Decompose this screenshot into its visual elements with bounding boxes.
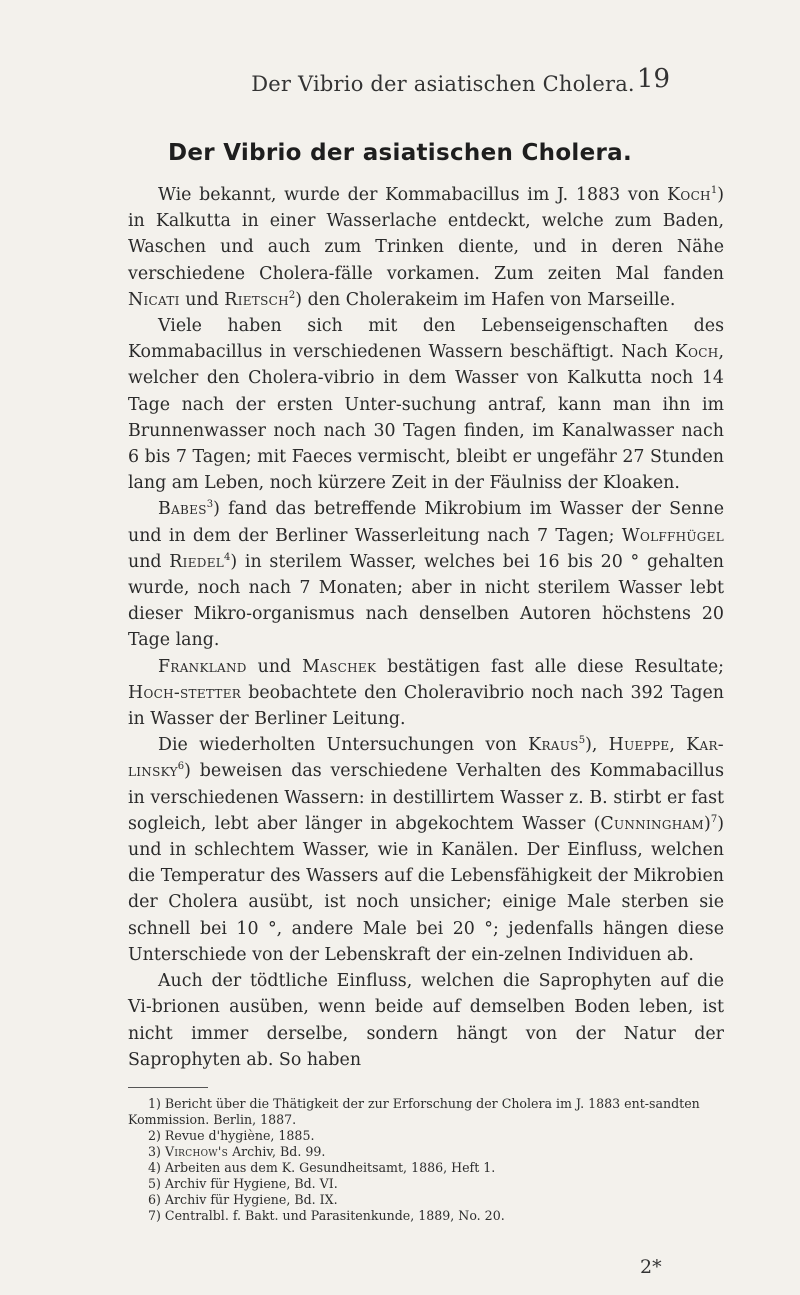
running-head	[0, 64, 800, 112]
body-text	[128, 182, 724, 1073]
author-kraus: Kraus	[528, 735, 579, 756]
footnote-ref: 7	[710, 814, 718, 826]
paragraph-4: Frankland und Maschek bestätigen fast alle diese Resultate; Hoch-stetter beobachtete den Choleravibrio noch nach 392 Tagen in Wasser der Berliner Leitung.	[128, 656, 724, 730]
footnote-1: 1) Bericht über die Thätigkeit der zur Erforschung der Cholera im J. 1883 ent-sandten Kommission. Berlin, 1887.	[128, 1096, 700, 1127]
paragraph-3: Babes$^3$) fand das betreffende Mikrobium im Wasser der Senne und in dem der Berliner Wasserleitung nach 7 Tagen; Wolffhügel und Riedel$^4$) in sterilem Wasser, welches bei 16 bis 20 ° gehalten wurde, noch nach 7 Monaten; aber in nicht sterilem Wasser lebt dieser Mikro-organismus nach denselben Autoren höchstens 20 Tage lang.	[128, 499, 725, 651]
paragraph-5: Die wiederholten Untersuchungen von Kraus$^5$), Hueppe, Kar-linsky$^6$) beweisen das verschiedene Verhalten des Kommabacillus in verschiedenen Wassern: in destillirtem Wasser z. B. stirbt er fast sogleich, lebt aber länger in abgekochtem Wasser (Cunningham)$^7$) und in schlechtem Wasser, wie in Kanälen. Der Einfluss, welchen die Temperatur des Wassers auf die Lebensfähigkeit der Mikrobien der Cholera ausübt, ist noch unsicher; einige Male sterben sie schnell bei 10 °, andere Male bei 20 °; jedenfalls hängen diese Unterschiede von der Lebenskraft der ein-zelnen Individuen ab.	[128, 735, 724, 965]
footnote-3: 3) Virchow's Archiv, Bd. 99.	[148, 1144, 326, 1159]
footnote-rule	[128, 1087, 208, 1088]
footnote-5: 5) Archiv für Hygiene, Bd. VI.	[148, 1176, 338, 1191]
author-rietsch: Rietsch	[224, 289, 289, 310]
footnotes	[128, 1096, 724, 1224]
footnote-ref: 5	[578, 735, 586, 747]
author-cunningham: Cunningham	[600, 813, 705, 834]
footnote-6: 6) Archiv für Hygiene, Bd. IX.	[148, 1192, 338, 1207]
author-hueppe: Hueppe	[608, 735, 670, 756]
footnote-7: 7) Centralbl. f. Bakt. und Parasitenkunde, 1889, No. 20.	[148, 1208, 505, 1223]
footnote-ref: 2	[288, 290, 296, 302]
footnote-2: 2) Revue d'hygiène, 1885.	[148, 1128, 315, 1143]
author-frankland: Frankland	[158, 656, 247, 677]
author-virchow: Virchow's	[164, 1144, 229, 1159]
author-riedel: Riedel	[169, 551, 225, 572]
author-hochstetter: Hoch-stetter	[128, 682, 242, 703]
author-koch: Koch	[674, 342, 719, 363]
running-title: Der Vibrio der asiatischen Cholera.	[251, 72, 635, 96]
author-maschek: Maschek	[302, 656, 377, 677]
signature-mark: 2*	[640, 1256, 662, 1278]
paragraph-1: Wie bekannt, wurde der Kommabacillus im J. 1883 von Koch$^1$) in Kalkutta in einer Wasserlache entdeckt, welche zum Baden, Waschen und auch zum Trinken diente, und in deren Nähe verschiedene Cholera-fälle vorkamen. Zum zeiten Mal fanden Nicati und Rietsch$^2$) den Cholerakeim im Hafen von Marseille.	[128, 185, 724, 310]
author-koch: Koch	[667, 185, 711, 205]
author-wolffhuegel: Wolffhügel	[621, 525, 724, 546]
footnote-ref: 1	[710, 185, 718, 197]
chapter-title: Der Vibrio der asiatischen Cholera.	[167, 140, 633, 166]
page-number: 19	[636, 64, 670, 94]
footnote-ref: 3	[206, 499, 214, 511]
paragraph-2: Viele haben sich mit den Lebenseigenschaften des Kommabacillus in verschiedenen Wassern beschäftigt. Nach Koch, welcher den Cholera-vibrio in dem Wasser von Kalkutta noch 14 Tage nach der ersten Unter-suchung antraf, kann man ihn im Brunnenwasser noch nach 30 Tagen finden, im Kanalwasser nach 6 bis 7 Tagen; mit Faeces vermischt, bleibt er ungefähr 27 Stunden lang am Leben, noch kürzere Zeit in der Fäulniss der Kloaken.	[128, 316, 724, 494]
paragraph-6: Auch der tödtliche Einfluss, welchen die Saprophyten auf die Vi-brionen ausüben, wenn beide auf demselben Boden leben, ist nicht immer derselbe, sondern hängt von der Natur der Saprophyten ab. So haben	[128, 971, 724, 1070]
footnote-4: 4) Arbeiten aus dem K. Gesundheitsamt, 1886, Heft 1.	[148, 1160, 496, 1175]
author-babes: Babes	[158, 499, 207, 520]
author-karlinsky: Kar-linsky	[128, 735, 724, 782]
footnote-ref: 4	[224, 552, 231, 564]
footnote-ref: 6	[177, 761, 185, 773]
author-nicati: Nicati	[128, 289, 180, 310]
